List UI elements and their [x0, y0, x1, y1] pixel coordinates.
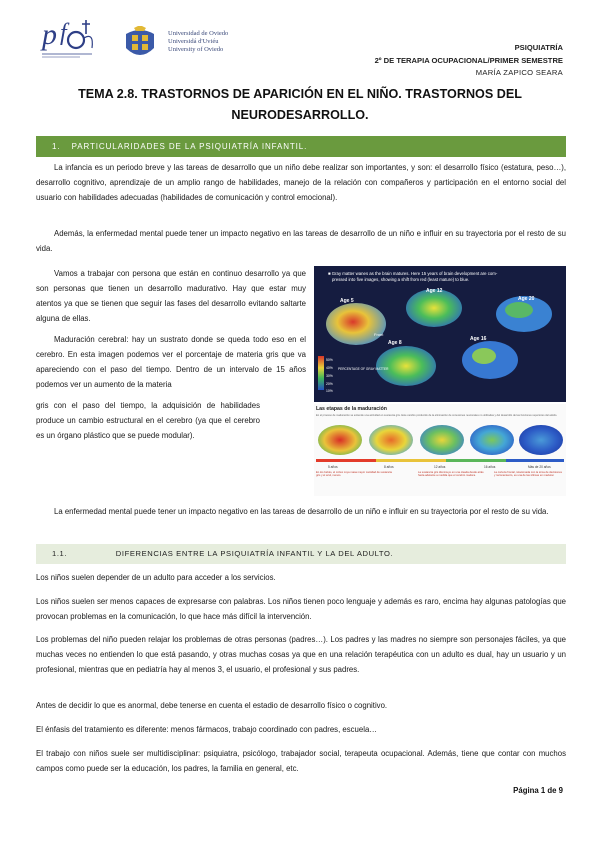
- paragraph: El trabajo con niños suele ser multidisciplinar: psiquiatra, psicólogo, trabajador social, terapeuta ocupacional. Además, tiene que contar con muchos campos como puede ser la educación, los padres, la familia en general, etc.: [36, 749, 566, 773]
- legend-label: PERCENTAGE OF GRAY MATTER: [338, 367, 389, 371]
- section-number: 1.: [52, 142, 61, 151]
- subsection-number: 1.1.: [52, 549, 68, 558]
- stage-label: Más de 20 años: [528, 465, 551, 469]
- legend-tick: 30%: [326, 374, 333, 378]
- legend-tick: 50%: [326, 358, 333, 362]
- subsection-heading: [36, 544, 566, 564]
- paragraph: Vamos a trabajar con persona que están en continuo desarrollo ya que son personas que tienen un desarrollo madurativo. Hay que estar muy atentos ya que se tienen que seguir las fases del desarrollo evitando saltarte alguna de ellas.: [36, 269, 306, 323]
- paragraph: El énfasis del tratamiento es diferente: menos fármacos, trabajo coordinado con padres, escuela…: [36, 725, 378, 734]
- section-label: PARTICULARIDADES DE LA PSIQUIATRÍA INFANTIL.: [71, 142, 308, 151]
- figure-caption-line: ■ Gray matter wanes as the brain matures. Here 15 years of brain development are com-: [328, 271, 498, 276]
- paragraph: La infancia es un periodo breve y las tareas de desarrollo que un niño debe realizar son importantes, y son: el desarrollo físico (estatura, peso…), desarrollo cognitivo, aprendizaje de un amplio rango de habilidades, manejo de la relación con compañeros y participación en el entorno social del usuario con habilidades adecuadas (habilidades de comunicación y control emocional).: [36, 163, 566, 202]
- stage-note: La corteza frontal, relacionada con la toma de decisiones y razonamiento, es una de las últimas en madurar.: [494, 471, 562, 478]
- figure-title: Las etapas de la maduración: [316, 406, 387, 412]
- paragraph: Además, la enfermedad mental puede tener un impacto negativo en las tareas de desarrollo de un niño e influir en su trayectoria por el resto de su vida.: [36, 229, 566, 253]
- subsection-label: DIFERENCIAS ENTRE LA PSIQUIATRÍA INFANTIL Y LA DEL ADULTO.: [115, 549, 394, 558]
- university-line: Universidad de Oviedo: [168, 30, 229, 37]
- stage-label: 16 años: [484, 465, 496, 469]
- university-line: University of Oviedo: [168, 46, 224, 53]
- university-crest-icon: [120, 26, 160, 62]
- page-number: Página 1 de 9: [513, 786, 563, 795]
- legend-tick: 10%: [326, 389, 333, 393]
- document-header-info: [375, 42, 563, 80]
- stage-note: En los bebés, el córtex cuya masa mayor cantidad de sustancia gris y el azul, menos.: [316, 471, 392, 478]
- pfo-logo: [40, 14, 98, 62]
- figure-caption-line: pressed into five images, showing a shift from red (least mature) to blue.: [332, 277, 470, 282]
- age-label: Age 16: [470, 336, 487, 342]
- paragraph: Los problemas del niño pueden relajar los problemas de otras personas (padres…). Los padres y las madres no siempre son personajes fáciles, ya que muchas veces no entienden lo que está pasando, y otras muchas cosas ya que en una relación terapéutica con un adulto es dual, hay un usuario y un profesional, mientras que en pediatría hay al menos 3, el usuario, el profesional y sus padres.: [36, 635, 566, 674]
- age-label: Age 20: [518, 296, 535, 302]
- age-label: Age 5: [340, 298, 354, 304]
- university-line: Universidá d'Uviéu: [168, 38, 219, 45]
- course-label: 2º DE TERAPIA OCUPACIONAL/PRIMER SEMESTRE: [374, 55, 563, 65]
- page-title: [40, 84, 560, 126]
- maturation-stages-figure: [314, 404, 566, 496]
- stage-label: 12 años: [434, 465, 446, 469]
- svg-text:f: f: [60, 20, 67, 46]
- paragraph: Antes de decidir lo que es anormal, debe tenerse en cuenta el estadio de desarrollo físico o cognitivo.: [36, 701, 388, 710]
- legend-tick: 40%: [326, 366, 333, 370]
- figure-subtitle: En el proceso de maduración se extiende una actividad en sustancia gris. Este cambio producido de la eliminación de conexiones neuronales no utilizadas y del desarrollo de las funciones superiores del adulto.: [316, 414, 558, 417]
- paragraph: Maduración cerebral: hay un sustrato donde se queda todo eso en el cerebro. En esta imagen podemos ver el porcentaje de materia gris que va apareciendo con el paso del tiempo. Dentro de un intervalo de 15 años podemos ver un aumento de la materia: [36, 335, 306, 389]
- age-label: Age 8: [388, 340, 402, 346]
- paragraph: Los niños suelen depender de un adulto para acceder a los servicios.: [36, 573, 276, 582]
- legend-tick: 20%: [326, 382, 333, 386]
- university-name: [168, 30, 228, 54]
- paragraph: gris con el paso del tiempo, la adquisición de habilidades produce un cambio estructural en el cerebro (ya que el cerebro es un órgano plástico que se puede modular).: [36, 401, 260, 440]
- section-heading: [36, 136, 566, 157]
- front-label: Front: [374, 332, 384, 337]
- stage-label: 8 años: [384, 465, 394, 469]
- paragraph: Los niños suelen ser menos capaces de expresarse con palabras. Los niños tienen poco lenguaje y además es raro, encima hay algunas patologías que provocan problemas en la comunicación, lo que hace más difícil la intervención.: [36, 597, 566, 621]
- stage-label: 5 años: [328, 465, 338, 469]
- stage-note: La sustancia gris disminuye en una oleada desde atrás hacia adelante a medida que el cerebro madura.: [418, 471, 484, 478]
- svg-text:p: p: [42, 18, 57, 51]
- author-label: MARÍA ZAPICO SEARA: [475, 68, 563, 77]
- paragraph: La enfermedad mental puede tener un impacto negativo en las tareas de desarrollo de un niño e influir en su trayectoria por el resto de su vida.: [54, 507, 549, 516]
- subject-label: PSIQUIATRÍA: [514, 43, 563, 52]
- age-label: Age 12: [426, 288, 443, 294]
- title-line: TEMA 2.8. TRASTORNOS DE APARICIÓN EN EL NIÑO. TRASTORNOS DEL: [78, 87, 522, 101]
- title-line: NEURODESARROLLO.: [231, 108, 369, 122]
- brain-maturation-figure: [314, 266, 566, 402]
